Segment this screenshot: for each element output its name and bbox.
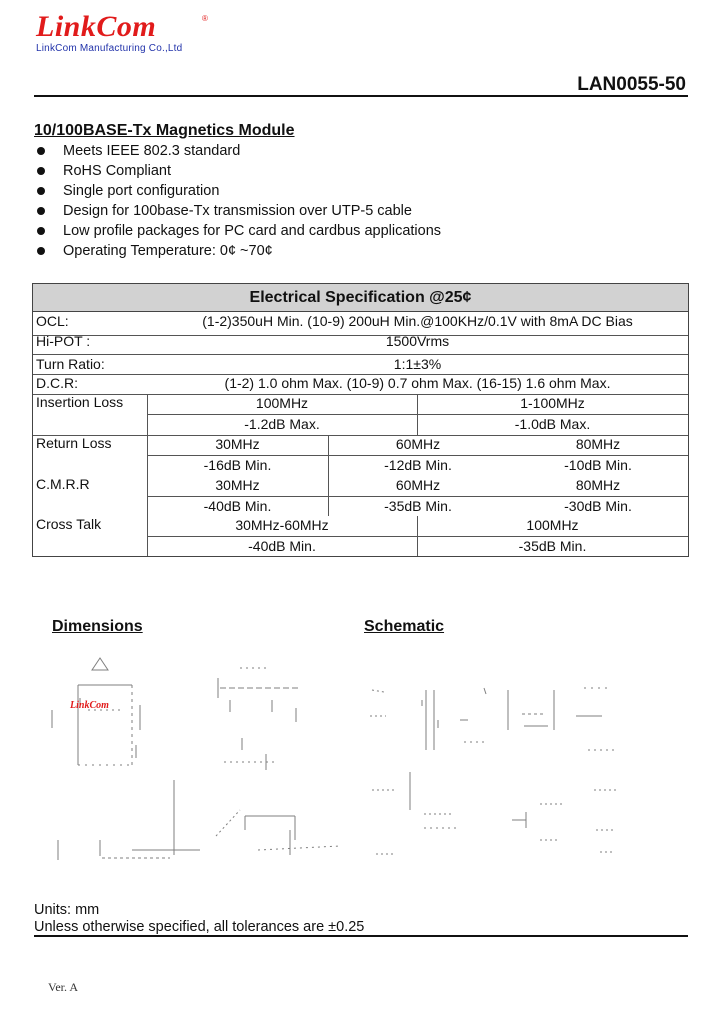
cmrr-value: -40dB Min.: [203, 498, 272, 514]
feature-item: [34, 221, 441, 241]
feature-item: [34, 141, 441, 161]
logo-text: LinkCom: [36, 10, 157, 43]
feature-text: Design for 100base-Tx transmission over UTP-5 cable: [63, 203, 412, 219]
bullet-icon: [37, 207, 45, 215]
version-label: Ver. A: [48, 980, 78, 994]
product-title: 10/100BASE-Tx Magnetics Module: [34, 122, 295, 139]
cmrr-freq: 30MHz: [215, 477, 260, 493]
return-value: -16dB Min.: [203, 457, 272, 473]
crosstalk-freq: 30MHz-60MHz: [235, 517, 329, 533]
crosstalk-value: -40dB Min.: [248, 538, 316, 554]
spec-heading: Electrical Specification @25¢: [33, 284, 688, 312]
feature-item: [34, 201, 441, 221]
insertion-freq: 1-100MHz: [520, 395, 585, 411]
drawing-logo: LinkCom: [70, 700, 109, 711]
return-value: -12dB Min.: [384, 457, 452, 473]
feature-text: Operating Temperature: 0¢ ~70¢: [63, 243, 273, 259]
row-divider: [147, 455, 688, 456]
feature-text: Meets IEEE 802.3 standard: [63, 143, 241, 159]
bullet-icon: [37, 187, 45, 195]
dimensions-title: Dimensions: [52, 618, 143, 635]
turn-ratio-value: 1:1±3%: [393, 356, 442, 372]
feature-text: Low profile packages for PC card and cardbus applications: [63, 223, 442, 239]
return-freq: 80MHz: [575, 436, 621, 452]
insertion-freq: 100MHz: [255, 395, 309, 411]
insertion-value: -1.0dB Max.: [514, 416, 591, 432]
company-name: LinkCom Manufacturing Co.,Ltd: [36, 43, 183, 54]
bullet-icon: [37, 147, 45, 155]
row-divider: [147, 496, 688, 497]
cmrr-value: -35dB Min.: [384, 498, 452, 514]
tolerance-note: Unless otherwise specified, all tolerances are ±0.25: [34, 919, 365, 935]
feature-text: RoHS Compliant: [63, 163, 171, 179]
return-value: -10dB Min.: [564, 457, 632, 473]
bullet-icon: [37, 227, 45, 235]
footer-divider: [34, 935, 688, 937]
notes: [34, 902, 364, 936]
cmrr-value: -30dB Min.: [564, 498, 632, 514]
dcr-value: (1-2) 1.0 ohm Max. (10-9) 0.7 ohm Max. (16-15) 1.6 ohm Max.: [224, 375, 611, 391]
part-number: LAN0055-50: [577, 74, 686, 95]
return-freq: 30MHz: [215, 436, 260, 452]
cross-talk-label: Cross Talk: [36, 516, 102, 532]
feature-item: [34, 241, 441, 261]
units-note: Units: mm: [34, 902, 100, 918]
schematic-drawing: [364, 680, 654, 870]
insertion-value: -1.2dB Max.: [244, 416, 320, 432]
crosstalk-freq: 100MHz: [526, 517, 579, 533]
cmrr-label: C.M.R.R: [36, 476, 90, 492]
feature-text: Single port configuration: [63, 183, 220, 199]
registered-mark: ®: [202, 14, 208, 23]
crosstalk-value: -35dB Min.: [518, 538, 587, 554]
return-freq: 60MHz: [395, 436, 441, 452]
return-loss-label: Return Loss: [36, 435, 112, 451]
bullet-icon: [37, 247, 45, 255]
feature-list: [34, 141, 441, 261]
bullet-icon: [37, 167, 45, 175]
company-logo: [36, 10, 208, 54]
insertion-loss-label: Insertion Loss: [36, 394, 124, 410]
row-divider: [33, 354, 688, 355]
cmrr-freq: 60MHz: [395, 477, 441, 493]
ocl-value: (1-2)350uH Min. (10-9) 200uH Min.@100KHz/0.1V with 8mA DC Bias: [202, 313, 633, 329]
hipot-label: Hi-POT :: [36, 333, 91, 349]
spec-table: [32, 283, 689, 557]
feature-item: [34, 181, 441, 201]
header-divider: [34, 95, 688, 97]
turn-ratio-label: Turn Ratio:: [36, 356, 105, 372]
dimensions-drawing: [40, 650, 360, 880]
dcr-label: D.C.R:: [36, 375, 78, 391]
hipot-value: 1500Vrms: [385, 333, 450, 349]
cmrr-freq: 80MHz: [575, 477, 621, 493]
schematic-title: Schematic: [364, 618, 445, 635]
ocl-label: OCL:: [36, 313, 69, 329]
feature-item: [34, 161, 441, 181]
